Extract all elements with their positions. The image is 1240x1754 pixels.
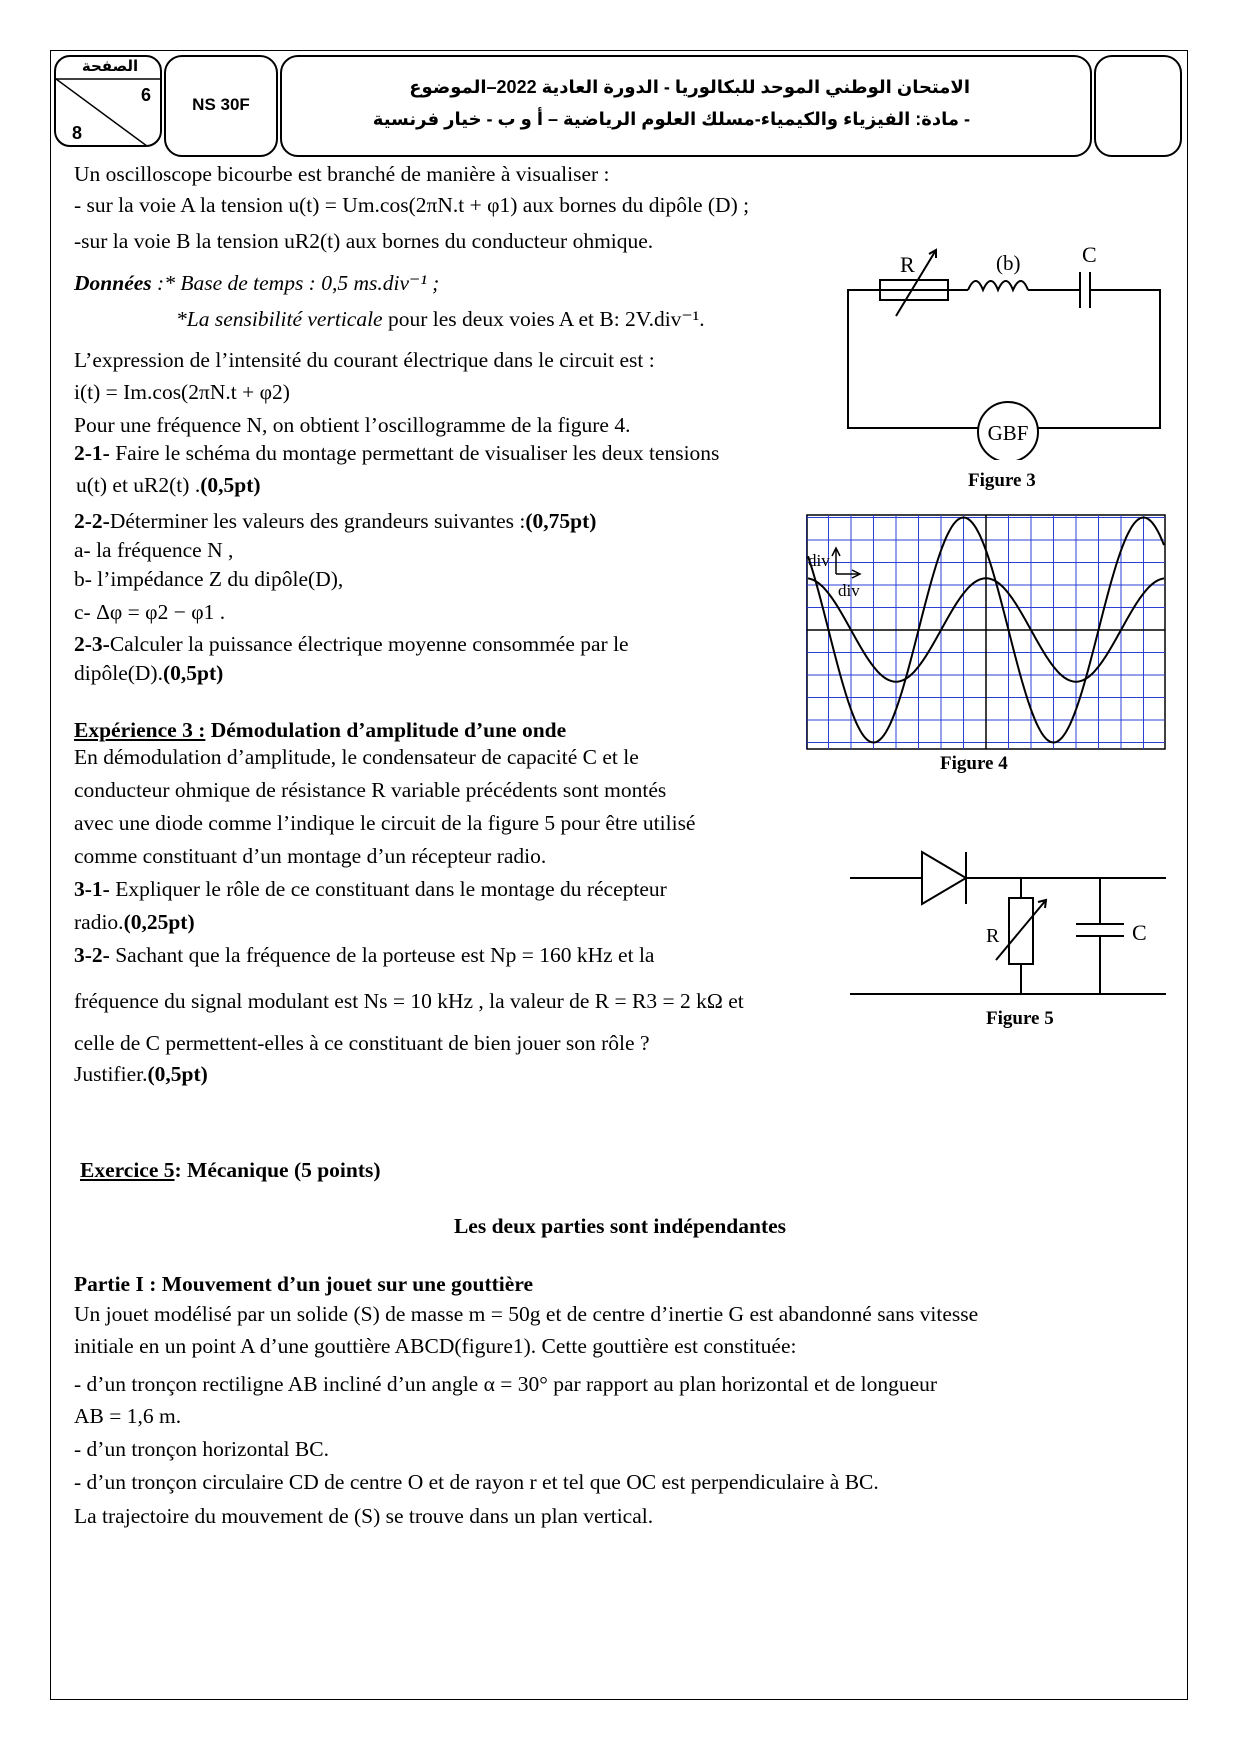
question-2-3-text2: dipôle(D). (74, 661, 163, 685)
question-3-2-text: Sachant que la fréquence de la porteuse est Np = 160 kHz et la (109, 943, 655, 967)
intro-paragraph-1: Un oscilloscope bicourbe est branché de manière à visualiser : (74, 162, 610, 186)
question-2-2-b: b- l’impédance Z du dipôle(D), (74, 567, 344, 591)
donnees-line-2 (176, 306, 705, 332)
figure-3-label-c: C (1082, 242, 1097, 267)
question-2-3-line2 (74, 660, 223, 686)
question-2-1-text: Faire le schéma du montage permettant de visualiser les deux tensions (109, 441, 720, 465)
question-3-2-line2: fréquence du signal modulant est Ns = 10 kHz , la valeur de R = R3 = 2 kΩ et (74, 989, 744, 1013)
donnees-sensitivity-value: pour les deux voies A et B: 2V.div⁻¹. (382, 307, 705, 331)
figure-3-label-r: R (900, 252, 915, 277)
intro-paragraph-3: -sur la voie B la tension uR2(t) aux bornes du conducteur ohmique. (74, 229, 654, 253)
question-2-3-number: 2-3- (74, 632, 110, 656)
exercise-5-heading (80, 1157, 381, 1183)
question-2-2-a: a- la fréquence N , (74, 538, 234, 562)
question-2-3-points: (0,5pt) (162, 661, 224, 685)
experience-3-heading (74, 717, 566, 743)
question-2-2-c: c- Δφ = φ2 − φ1 . (74, 600, 226, 624)
exam-title-line1: الامتحان الوطني الموحد للبكالوريا - الدورة العادية 2022–الموضوع (409, 77, 970, 97)
donnees-label: Données (74, 271, 152, 295)
figure-3-gbf-label: GBF (987, 421, 1029, 445)
question-3-2-text4: Justifier. (74, 1062, 148, 1086)
question-3-1 (74, 876, 667, 902)
question-2-3-text: Calculer la puissance électrique moyenne consommée par le (109, 632, 629, 656)
parts-independent-note: Les deux parties sont indépendantes (453, 1214, 787, 1238)
figure-3-caption: Figure 3 (968, 470, 1036, 491)
div-horizontal-label: div (838, 581, 860, 600)
figure-4-oscillogram (806, 514, 1166, 750)
page-label: الصفحة (81, 58, 139, 75)
figure-5-caption: Figure 5 (986, 1008, 1054, 1029)
question-2-2-text: Déterminer les valeurs des grandeurs suivantes : (109, 509, 526, 533)
donnees-timebase: :* Base de temps : 0,5 ms.div⁻¹ ; (151, 271, 440, 295)
question-2-2 (74, 508, 596, 534)
question-2-1-text2: u(t) et uR2(t) . (76, 473, 201, 497)
coil-symbol (968, 281, 1028, 290)
figure-3-circuit (840, 240, 1170, 460)
part-1-paragraph-6: - d’un tronçon circulaire CD de centre O et de rayon r et tel que OC est perpendiculaire à BC. (74, 1470, 879, 1494)
donnees-sensitivity-label: *La sensibilité verticale (176, 307, 383, 331)
experience-3-title: Démodulation d’amplitude d’une onde (205, 718, 567, 742)
question-3-2-number: 3-2- (74, 943, 110, 967)
figure-4-caption: Figure 4 (940, 753, 1008, 774)
question-3-2-line3: celle de C permettent-elles à ce constituant de bien jouer son rôle ? (74, 1031, 650, 1055)
exam-code-box (164, 55, 278, 157)
experience-3-paragraph-2: conducteur ohmique de résistance R variable précédents sont montés (74, 778, 667, 802)
part-1-paragraph-3: - d’un tronçon rectiligne AB incliné d’un angle α = 30° par rapport au plan horizontal et de longueur (74, 1372, 938, 1396)
question-2-3 (74, 631, 629, 657)
exam-title-box (280, 55, 1092, 157)
question-3-1-number: 3-1- (74, 877, 110, 901)
question-3-1-line2 (74, 909, 195, 935)
question-3-1-points: (0,25pt) (123, 910, 195, 934)
oscillogram-intro: Pour une fréquence N, on obtient l’oscillogramme de la figure 4. (74, 413, 631, 437)
page-number-box (54, 55, 162, 147)
question-2-1-points: (0,5pt) (200, 473, 261, 497)
page-total: 8 (72, 123, 83, 143)
intro-paragraph-2: - sur la voie A la tension u(t) = Um.cos(2πN.t + φ1) aux bornes du dipôle (D) ; (74, 193, 750, 217)
question-3-2-line4 (74, 1061, 208, 1087)
question-2-1 (74, 440, 719, 466)
diode-symbol (922, 852, 966, 904)
part-1-paragraph-2: initiale en un point A d’une gouttière ABCD(figure1). Cette gouttière est constituée: (74, 1334, 797, 1358)
question-2-1-line2 (76, 472, 261, 498)
part-1-paragraph-5: - d’un tronçon horizontal BC. (74, 1437, 329, 1461)
part-1-paragraph-4: AB = 1,6 m. (74, 1404, 182, 1428)
experience-3-paragraph-3: avec une diode comme l’indique le circuit de la figure 5 pour être utilisé (74, 811, 696, 835)
part-1-title: Partie I : Mouvement d’un jouet sur une gouttière (74, 1272, 534, 1296)
div-vertical-label: div (808, 551, 830, 570)
question-3-2 (74, 942, 654, 968)
current-expression: i(t) = Im.cos(2πN.t + φ2) (74, 380, 290, 404)
exercise-5-title: : Mécanique (5 points) (174, 1158, 381, 1182)
part-1-paragraph-7: La trajectoire du mouvement de (S) se trouve dans un plan vertical. (74, 1504, 654, 1528)
question-3-2-points: (0,5pt) (147, 1062, 208, 1086)
experience-3-paragraph-4: comme constituant d’un montage d’un récepteur radio. (74, 844, 547, 868)
figure-5-label-r: R (986, 925, 1000, 947)
blank-header-box (1094, 55, 1182, 157)
page-current: 6 (141, 85, 152, 105)
question-2-2-number: 2-2- (74, 509, 110, 533)
exercise-5-label: Exercice 5 (80, 1158, 175, 1182)
question-3-1-text2: radio. (74, 910, 124, 934)
exam-title-line2: - مادة: الفيزياء والكيمياء-مسلك العلوم الرياضية – أ و ب - خيار فرنسية (372, 109, 970, 129)
question-3-1-text: Expliquer le rôle de ce constituant dans le montage du récepteur (109, 877, 667, 901)
figure-5-demodulator (846, 840, 1176, 1010)
exam-code: NS 30F (192, 95, 250, 114)
question-2-1-number: 2-1- (74, 441, 110, 465)
experience-3-label: Expérience 3 : (74, 718, 206, 742)
part-1-paragraph-1: Un jouet modélisé par un solide (S) de masse m = 50g et de centre d’inertie G est abandonné sans vitesse (74, 1302, 979, 1326)
figure-3-label-b: (b) (996, 251, 1021, 275)
donnees-line-1 (74, 270, 439, 296)
current-expression-intro: L’expression de l’intensité du courant électrique dans le circuit est : (74, 348, 655, 372)
question-2-2-points: (0,75pt) (525, 509, 597, 533)
experience-3-paragraph-1: En démodulation d’amplitude, le condensateur de capacité C et le (74, 745, 639, 769)
figure-5-label-c: C (1132, 920, 1147, 945)
